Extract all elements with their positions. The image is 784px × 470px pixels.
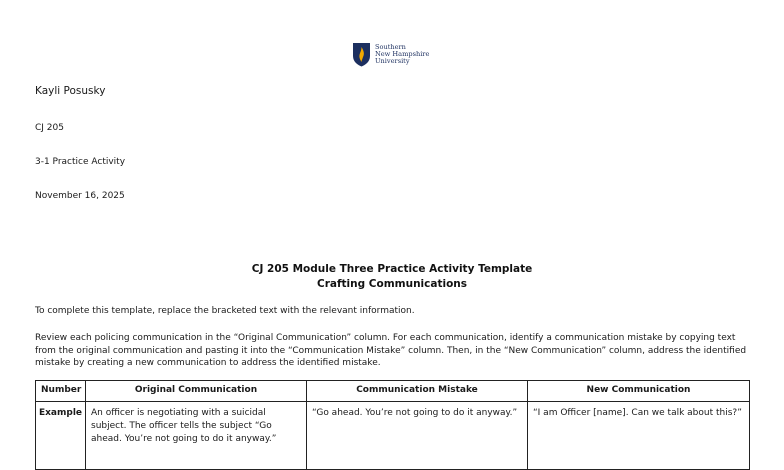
table-header-row [36, 381, 750, 402]
header-communication-mistake: Communication Mistake [307, 381, 528, 402]
instructions-paragraph-1: To complete this template, replace the bracketed text with the relevant information. [35, 306, 415, 316]
submission-date: November 16, 2025 [35, 191, 125, 201]
document-title [0, 262, 784, 292]
new-communication-cell[interactable]: “I am Officer [name]. Can we talk about this?” [528, 402, 750, 470]
logo-wordmark [375, 44, 429, 65]
row-number-cell: Example [36, 402, 86, 470]
logo-line-1: Southern [375, 43, 406, 51]
title-line-2: Crafting Communications [316, 278, 468, 290]
logo-line-2: New Hampshire [375, 50, 430, 58]
activity-name: 3-1 Practice Activity [35, 157, 126, 167]
header-number: Number [36, 381, 86, 402]
header-new-communication: New Communication [528, 381, 750, 402]
original-communication-cell[interactable]: An officer is negotiating with a suicidal subject. The officer tells the subject “Go ahead. You’re not going to do it anyway.” [86, 402, 307, 470]
table-row [36, 402, 750, 470]
header-original-communication: Original Communication [86, 381, 307, 402]
title-line-1: CJ 205 Module Three Practice Activity Template [251, 263, 533, 275]
logo-line-3: University [375, 57, 410, 65]
communication-mistake-cell[interactable]: “Go ahead. You’re not going to do it anyway.” [307, 402, 528, 470]
university-logo [352, 42, 429, 67]
shield-flame-icon [352, 42, 371, 67]
instructions-paragraph-2: Review each policing communication in the “Original Communication” column. For each communication, identify a communication mistake by copying text from the original communication and pasting it into the “Communication Mistake” column. Then, in the “New Communication” column, address the identified mistake by creating a new communication to address the identified mistake. [35, 333, 747, 368]
student-name: Kayli Posusky [35, 85, 106, 97]
course-code: CJ 205 [35, 123, 64, 133]
communications-table [35, 380, 750, 470]
